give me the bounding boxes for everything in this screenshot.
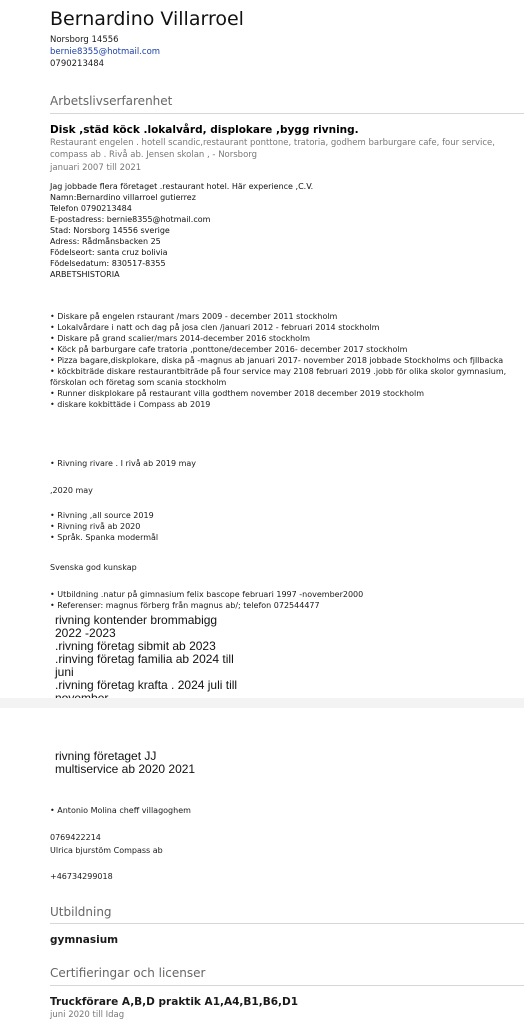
list-item: • Rivning ,all source 2019 [50, 511, 154, 520]
page-break-band [0, 698, 524, 708]
list-item: • Diskare på grand scalier/mars 2014-december 2016 stockholm [50, 334, 311, 343]
education-reference-list [50, 589, 522, 611]
certificate-title: Truckförare A,B,D praktik A1,A4,B1,B6,D1 [50, 996, 299, 1008]
list-item: • Pizza bagare,diskplokare, diska på -magnus ab januari 2017- november 2018 jobbade Stockholms och fjllbacka [50, 356, 504, 365]
address-text: Norsborg 14556 [50, 35, 119, 45]
person-name: Bernardino Villarroel [50, 8, 244, 30]
list-item: • Språk. Spanka modermål [50, 533, 159, 542]
list-item: • Utbildning .natur på gimnasium felix bascope februari 1997 -november2000 [50, 590, 364, 599]
description-line: Namn:Bernardino villarroel gutierrez [50, 193, 196, 202]
list-item: • Rivning rivå ab 2020 [50, 522, 141, 531]
job-employers: Restaurant engelen . hotell scandic,restaurant ponttone, tratoria, godhem barburgare cafe, four service, compass ab . Rivå ab. Jensen skolan , - Norsborg [50, 138, 495, 160]
note-line: 2022 -2023 [55, 626, 116, 640]
handwritten-notes-2 [55, 750, 195, 776]
reference-2-phone: +46734299018 [50, 872, 113, 881]
section-divider [50, 113, 524, 114]
list-item: • diskare kokbittäde i Compass ab 2019 [50, 400, 211, 409]
note-line: .rinving företag familia ab 2024 till [55, 652, 234, 666]
may-2020-text: ,2020 may [50, 486, 93, 495]
section-divider [50, 923, 524, 924]
note-line: .rivning företag sibmit ab 2023 [55, 639, 216, 653]
list-item: • köckbiträde diskare restaurantbiträde på four service may 2108 februari 2019 .jobb för olika skolor gymnasium, förskolan och företag som scania stockholm [50, 367, 507, 387]
description-line: Jag jobbade flera företaget .restaurant hotel. Här experience ,C.V. [50, 182, 314, 191]
description-line: Stad: Norsborg 14556 sverige [50, 226, 170, 235]
reference-1-phone: 0769422214 [50, 833, 101, 842]
phone-text: 0790213484 [50, 59, 105, 69]
list-item: • Köck på barburgare cafe tratoria ,ponttone/december 2016- december 2017 stockholm [50, 345, 408, 354]
note-line: .rivning företag krafta . 2024 juli till [55, 678, 238, 692]
certificate-date: juni 2020 till Idag [50, 1010, 125, 1020]
description-line: ARBETSHISTORIA [50, 270, 120, 279]
description-line: Födelseort: santa cruz bolivia [50, 248, 168, 257]
email-link[interactable]: bernie8355@hotmail.com [50, 47, 161, 57]
rivning-list [50, 510, 522, 543]
handwritten-notes [55, 614, 237, 705]
section-divider [50, 985, 524, 986]
list-item: • Diskare på engelen rstaurant /mars 2009 - december 2011 stockholm [50, 312, 338, 321]
description-line: Adress: Rådmånsbacken 25 [50, 237, 161, 246]
note-line: juni [55, 665, 74, 679]
job-date: januari 2007 till 2021 [50, 163, 142, 173]
section-title-experience: Arbetslivserfarenhet [50, 94, 173, 108]
rivning-item: • Rivning rivare . I rivå ab 2019 may [50, 459, 197, 468]
contact-block [50, 34, 160, 70]
description-line: E-postadress: bernie8355@hotmail.com [50, 215, 211, 224]
description-line: Telefon 0790213484 [50, 204, 132, 213]
job-title: Disk ,städ köck .lokalvård, displokare ,bygg rivning. [50, 124, 359, 136]
note-line: multiservice ab 2020 2021 [55, 762, 196, 776]
reference-2: Ulrica bjurstöm Compass ab [50, 846, 163, 855]
section-title-education: Utbildning [50, 905, 112, 919]
job-description [50, 181, 520, 280]
education-title: gymnasium [50, 934, 119, 946]
note-line: rivning företaget JJ [55, 749, 157, 763]
list-item: • Lokalvårdare i natt och dag på josa clen /januari 2012 - februari 2014 stockholm [50, 323, 380, 332]
work-history-list [50, 311, 522, 410]
reference-1: • Antonio Molina cheff villagoghem [50, 806, 191, 815]
note-line: rivning kontender brommabigg [55, 613, 218, 627]
description-line: Födelsedatum: 830517-8355 [50, 259, 166, 268]
list-item: • Runner diskplokare på restaurant villa godthem november 2018 december 2019 stockholm [50, 389, 425, 398]
swedish-skill: Svenska god kunskap [50, 563, 137, 572]
list-item: • Referenser: magnus förberg från magnus ab/; telefon 072544477 [50, 601, 320, 610]
section-title-certifications: Certifieringar och licenser [50, 966, 206, 980]
